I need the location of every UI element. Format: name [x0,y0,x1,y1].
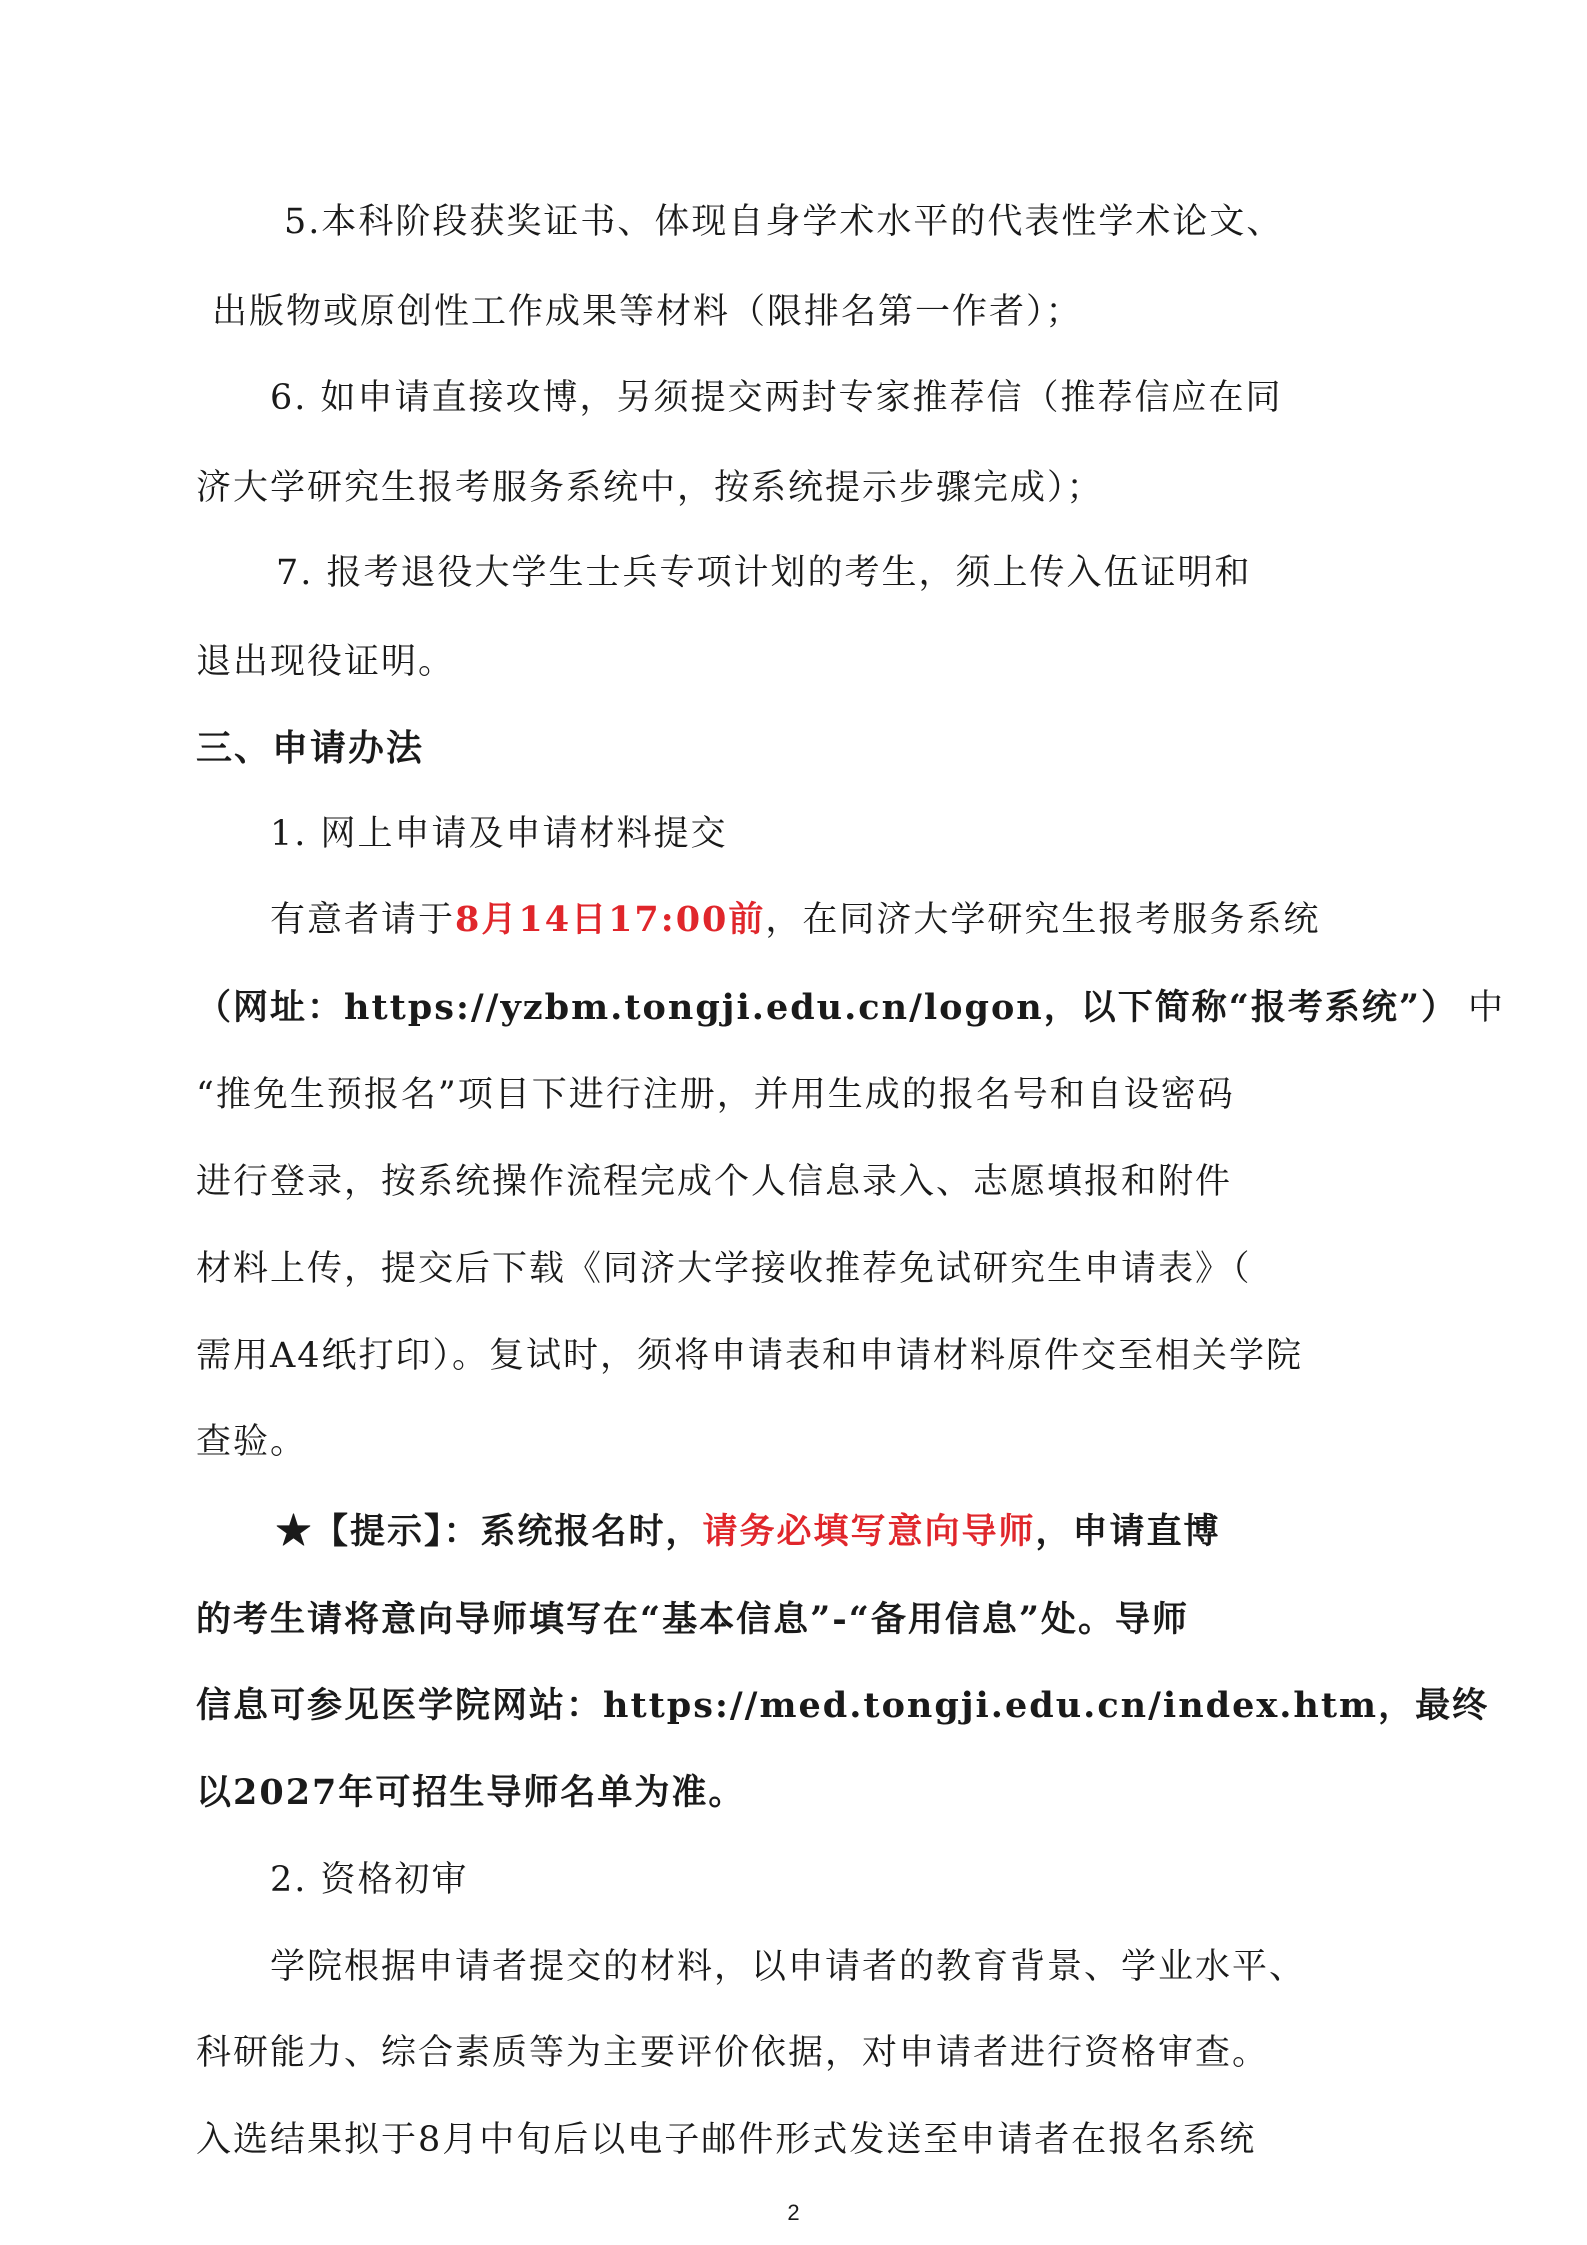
tip-line-2: 的考生请将意向导师填写在“基本信息”-“备用信息”处。导师 [196,1599,1190,1640]
subsection-2-title: 2. 资格初审 [270,1860,469,1900]
subsection-1-title: 1. 网上申请及申请材料提交 [270,814,728,854]
registration-url: https://yzbm.tongji.edu.cn/logon [344,987,1044,1028]
tip-line-1 [276,1510,1221,1554]
tip-highlight: 请务必填写意向导师 [702,1511,1036,1552]
deadline-text: 8月14日17:00前 [455,899,766,940]
page-number: 2 [787,2200,800,2225]
paragraph-2-line-1: 学院根据申请者提交的材料，以申请者的教育背景、学业水平、 [270,1947,1307,1987]
tip-line-4: 以2027年可招生导师名单为准。 [196,1772,746,1813]
text: ，以下简称“报考系统”） [1043,987,1459,1028]
text: （网址： [196,987,345,1028]
paragraph-1-line-7: 查验。 [196,1422,308,1462]
item-6-line-1: 6. 如申请直接攻博，另须提交两封专家推荐信（推荐信应在同 [270,378,1283,418]
paragraph-2-line-3: 入选结果拟于8月中旬后以电子邮件形式发送至申请者在报名系统 [196,2120,1257,2160]
paragraph-2-line-2: 科研能力、综合素质等为主要评价依据，对申请者进行资格审查。 [196,2033,1270,2073]
text: 中 [1468,988,1506,1028]
section-heading: 三、申请办法 [196,727,425,769]
paragraph-1-line-4: 进行登录，按系统操作流程完成个人信息录入、志愿填报和附件 [196,1162,1233,1202]
text: ，申请直博 [1035,1511,1221,1552]
item-6-line-2: 济大学研究生报考服务系统中，按系统提示步骤完成）； [196,468,1104,508]
tip-label: ★【提示】：系统报名时， [276,1511,703,1552]
paragraph-1-line-6: 需用A4纸打印）。复试时，须将申请表和申请材料原件交至相关学院 [196,1336,1304,1376]
paragraph-1-line-1 [270,898,1320,942]
item-7-line-2: 退出现役证明。 [196,642,456,682]
tip-line-3: 信息可参见医学院网站：https://med.tongji.edu.cn/index.htm，最终 [196,1685,1490,1726]
paragraph-1-line-3: “推免生预报名”项目下进行注册，并用生成的报名号和自设密码 [196,1075,1235,1115]
item-5-line-1: 5.本科阶段获奖证书、体现自身学术水平的代表性学术论文、 [284,202,1284,242]
text: 有意者请于 [270,900,456,940]
item-7-line-1: 7. 报考退役大学生士兵专项计划的考生，须上传入伍证明和 [276,553,1252,593]
paragraph-1-line-5: 材料上传，提交后下载《同济大学接收推荐免试研究生申请表》（ [196,1249,1252,1289]
item-5-line-2: 出版物或原创性工作成果等材料（限排名第一作者）； [212,292,1083,332]
text: ，在同济大学研究生报考服务系统 [765,900,1321,940]
paragraph-1-line-2 [196,986,1505,1030]
